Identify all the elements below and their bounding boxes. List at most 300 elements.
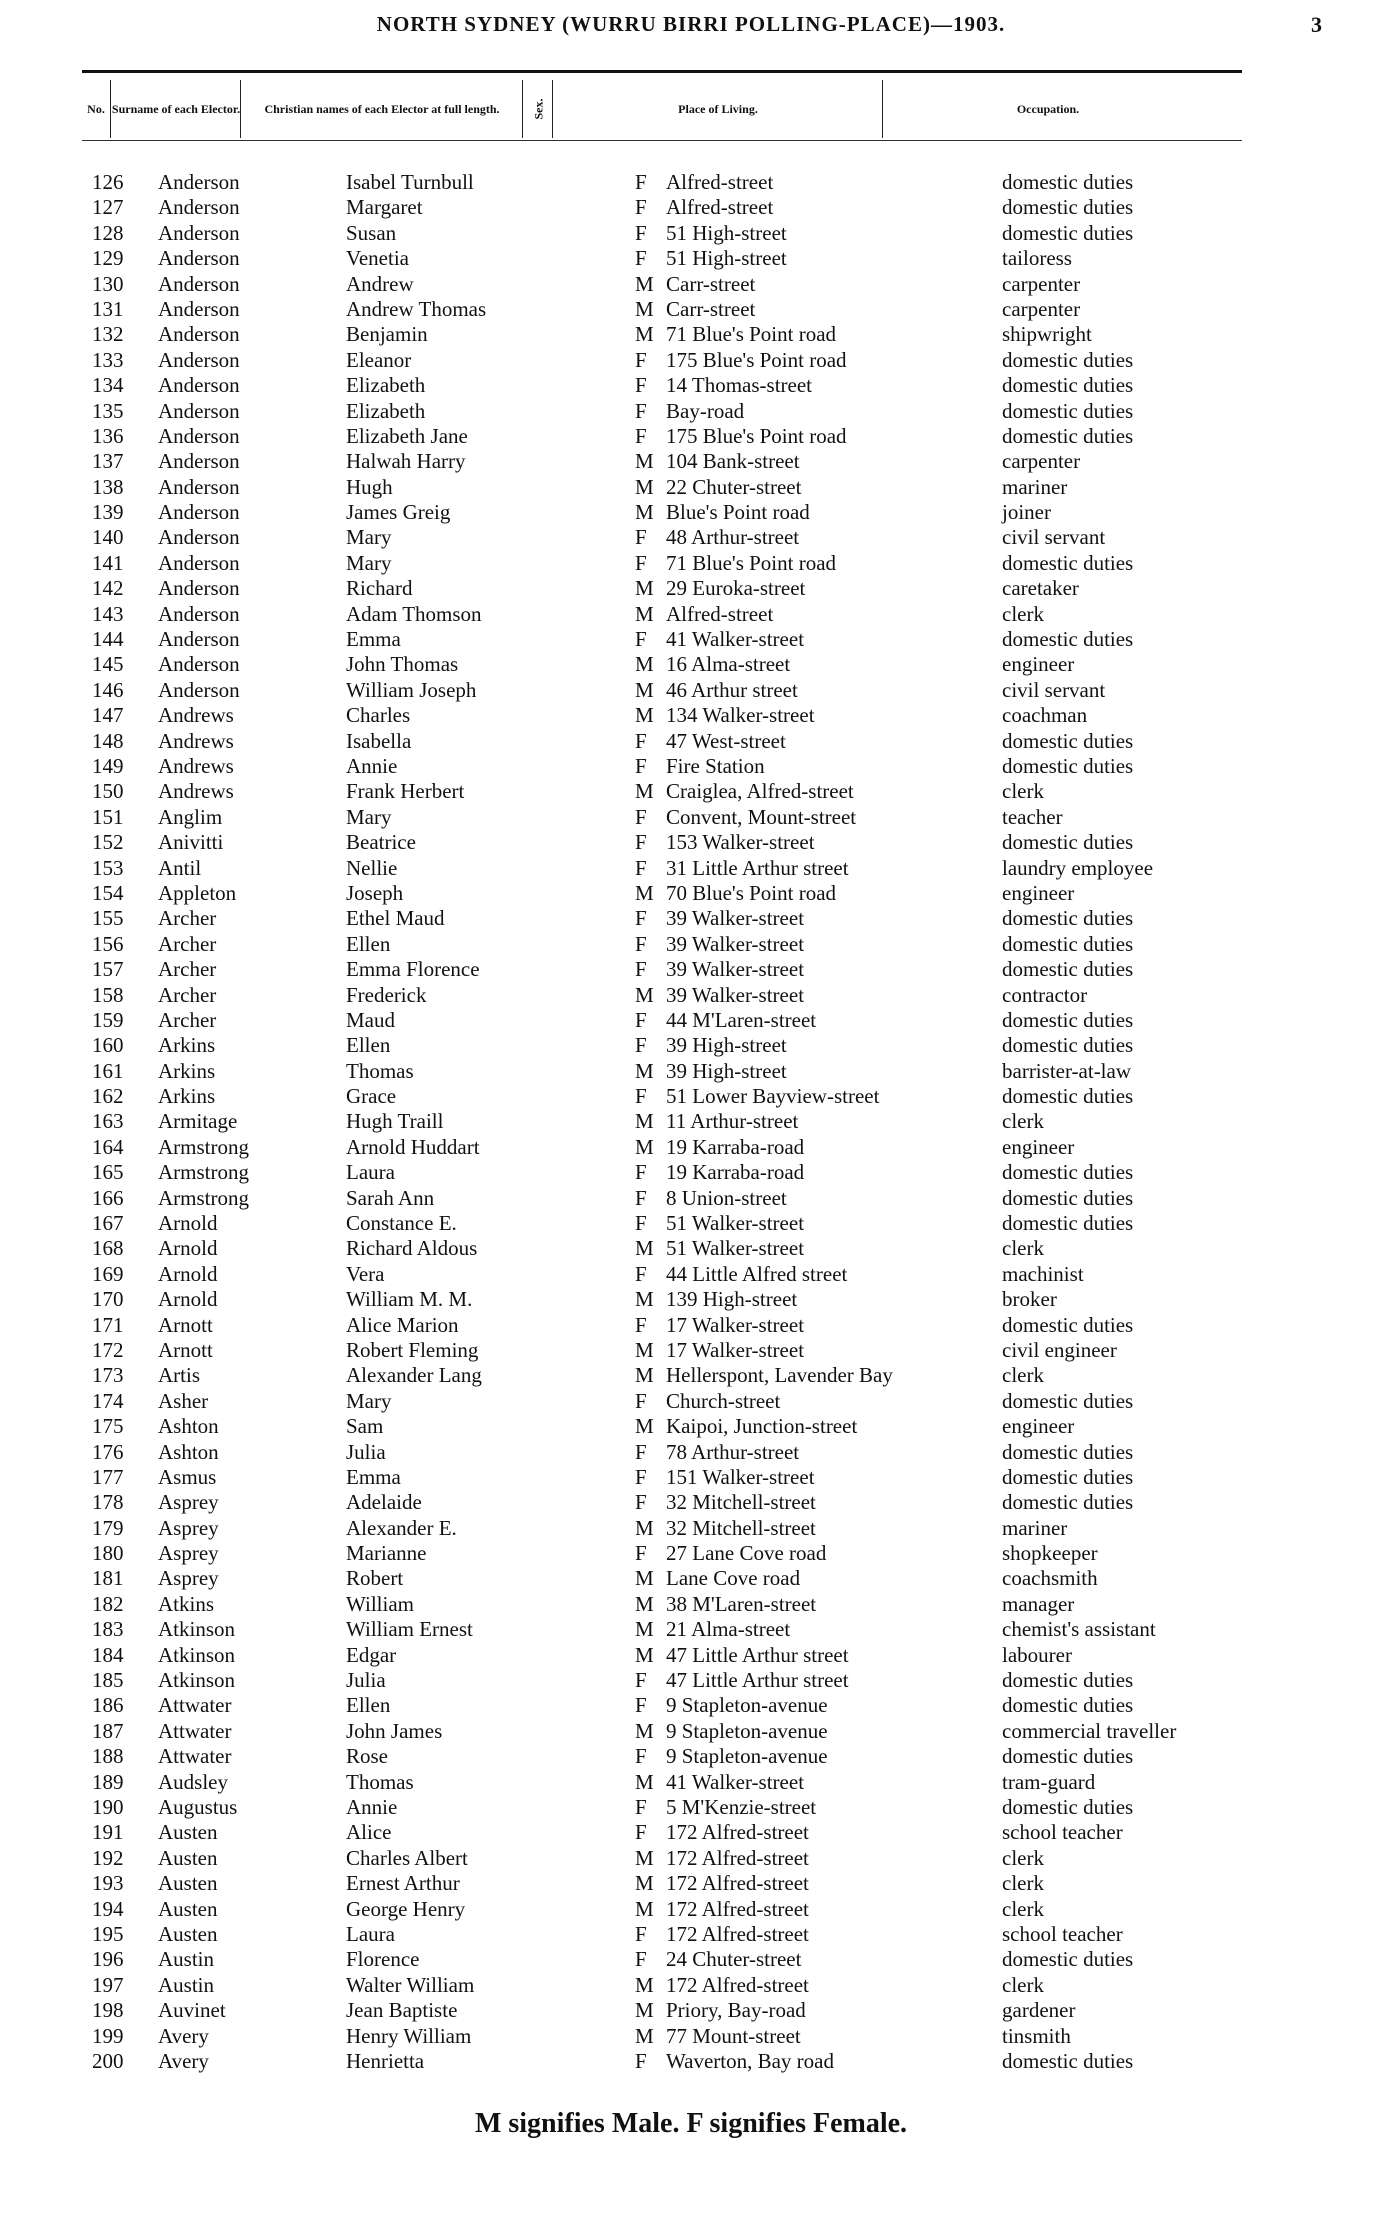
table-row — [0, 500, 1382, 525]
elector-christian-names: Richard Aldous — [346, 1236, 478, 1261]
elector-occupation: civil servant — [1002, 525, 1106, 550]
elector-place-of-living: 41 Walker-street — [666, 1769, 805, 1794]
elector-occupation: clerk — [1002, 601, 1044, 626]
table-row — [0, 1871, 1382, 1896]
table-row — [0, 1795, 1382, 1820]
elector-sex: F — [635, 1160, 647, 1185]
elector-number: 200 — [92, 2048, 124, 2073]
elector-number: 174 — [92, 1388, 124, 1413]
elector-christian-names: Mary — [346, 525, 392, 550]
table-row — [0, 1643, 1382, 1668]
elector-christian-names: Ethel Maud — [346, 906, 445, 931]
elector-occupation: civil servant — [1002, 677, 1106, 702]
elector-surname: Anderson — [158, 449, 240, 474]
elector-place-of-living: 134 Walker-street — [666, 703, 815, 728]
elector-number: 198 — [92, 1998, 124, 2023]
elector-place-of-living: 51 Walker-street — [666, 1211, 805, 1236]
table-row — [0, 1236, 1382, 1261]
elector-sex: M — [635, 576, 654, 601]
elector-christian-names: Thomas — [346, 1769, 414, 1794]
elector-occupation: clerk — [1002, 1236, 1044, 1261]
table-row — [0, 1338, 1382, 1363]
table-row — [0, 1516, 1382, 1541]
elector-surname: Anderson — [158, 296, 240, 321]
elector-sex: F — [635, 1795, 647, 1819]
elector-sex: M — [635, 1058, 654, 1083]
elector-number: 184 — [92, 1642, 124, 1667]
elector-surname: Archer — [158, 906, 217, 931]
elector-number: 164 — [92, 1134, 124, 1159]
elector-surname: Avery — [158, 2023, 209, 2048]
elector-christian-names: Alice Marion — [346, 1312, 459, 1337]
elector-place-of-living: 9 Stapleton-avenue — [666, 1693, 828, 1718]
elector-number: 143 — [92, 601, 124, 626]
elector-occupation: domestic duties — [1002, 373, 1134, 398]
elector-surname: Arkins — [158, 1058, 216, 1083]
elector-place-of-living: Craiglea, Alfred-street — [666, 779, 854, 804]
elector-place-of-living: 39 High-street — [666, 1058, 787, 1083]
elector-place-of-living: 27 Lane Cove road — [666, 1541, 827, 1566]
elector-occupation: coachsmith — [1002, 1566, 1098, 1591]
elector-place-of-living: 19 Karraba-road — [666, 1160, 805, 1185]
elector-surname: Asprey — [158, 1541, 219, 1566]
elector-occupation: domestic duties — [1002, 2048, 1134, 2073]
elector-surname: Arnott — [158, 1337, 213, 1362]
table-row — [0, 1947, 1382, 1972]
elector-surname: Austen — [158, 1921, 218, 1946]
elector-sex: M — [635, 1515, 654, 1540]
elector-christian-names: Maud — [346, 1007, 395, 1032]
elector-sex: M — [635, 2023, 654, 2048]
table-row — [0, 1744, 1382, 1769]
elector-christian-names: Annie — [346, 753, 398, 778]
elector-surname: Anderson — [158, 550, 240, 575]
elector-sex: M — [635, 1617, 654, 1642]
elector-occupation: domestic duties — [1002, 931, 1134, 956]
elector-surname: Arnold — [158, 1211, 218, 1236]
elector-occupation: domestic duties — [1002, 1084, 1134, 1109]
elector-surname: Andrews — [158, 779, 234, 804]
elector-surname: Archer — [158, 931, 217, 956]
elector-sex: M — [635, 652, 654, 677]
elector-place-of-living: Bay-road — [666, 398, 745, 423]
elector-place-of-living: 9 Stapleton-avenue — [666, 1718, 828, 1743]
elector-occupation: domestic duties — [1002, 753, 1134, 778]
elector-place-of-living: 151 Walker-street — [666, 1464, 815, 1489]
elector-surname: Arnott — [158, 1312, 213, 1337]
table-row — [0, 272, 1382, 297]
elector-sex: M — [635, 880, 654, 905]
elector-surname: Ashton — [158, 1439, 219, 1464]
elector-place-of-living: 47 Little Arthur street — [666, 1668, 849, 1693]
elector-occupation: domestic duties — [1002, 398, 1134, 423]
elector-christian-names: Nellie — [346, 855, 398, 880]
elector-surname: Attwater — [158, 1718, 232, 1743]
elector-surname: Austen — [158, 1896, 218, 1921]
table-row — [0, 195, 1382, 220]
elector-sex: M — [635, 296, 654, 321]
elector-place-of-living: Convent, Mount-street — [666, 804, 857, 829]
elector-christian-names: Julia — [346, 1439, 386, 1464]
elector-occupation: domestic duties — [1002, 1160, 1134, 1185]
elector-sex: M — [635, 474, 654, 499]
elector-number: 142 — [92, 576, 124, 601]
elector-number: 167 — [92, 1211, 124, 1236]
elector-surname: Avery — [158, 2048, 209, 2073]
elector-place-of-living: 51 Walker-street — [666, 1236, 805, 1261]
elector-surname: Armstrong — [158, 1185, 249, 1210]
elector-number: 189 — [92, 1769, 124, 1794]
elector-christian-names: Margaret — [346, 195, 423, 220]
elector-number: 166 — [92, 1185, 124, 1210]
elector-surname: Anderson — [158, 322, 240, 347]
elector-christian-names: Walter William — [346, 1972, 475, 1997]
elector-number: 130 — [92, 271, 124, 296]
elector-sex: F — [635, 1007, 647, 1032]
elector-occupation: domestic duties — [1002, 1033, 1134, 1058]
elector-number: 140 — [92, 525, 124, 550]
elector-surname: Arnold — [158, 1261, 218, 1286]
table-row — [0, 881, 1382, 906]
elector-number: 176 — [92, 1439, 124, 1464]
elector-surname: Anderson — [158, 246, 240, 271]
elector-number: 192 — [92, 1845, 124, 1870]
elector-place-of-living: 19 Karraba-road — [666, 1134, 805, 1159]
elector-number: 182 — [92, 1591, 124, 1616]
table-row — [0, 1973, 1382, 1998]
elector-number: 196 — [92, 1947, 124, 1972]
elector-sex: F — [635, 1744, 647, 1769]
elector-surname: Appleton — [158, 880, 237, 905]
table-row — [0, 1262, 1382, 1287]
table-row — [0, 170, 1382, 195]
elector-sex: F — [635, 1947, 647, 1972]
elector-christian-names: Elizabeth — [346, 373, 426, 398]
elector-place-of-living: 78 Arthur-street — [666, 1439, 800, 1464]
elector-sex: M — [635, 982, 654, 1007]
elector-sex: F — [635, 1541, 647, 1566]
elector-place-of-living: 47 Little Arthur street — [666, 1642, 849, 1667]
elector-occupation: clerk — [1002, 1896, 1044, 1921]
elector-number: 181 — [92, 1566, 124, 1591]
elector-sex: M — [635, 779, 654, 804]
elector-sex: M — [635, 500, 654, 525]
elector-christian-names: Annie — [346, 1795, 398, 1819]
elector-christian-names: Sam — [346, 1414, 384, 1439]
elector-christian-names: Edgar — [346, 1642, 397, 1667]
table-row — [0, 1617, 1382, 1642]
elector-sex: F — [635, 220, 647, 245]
elector-surname: Antil — [158, 855, 202, 880]
elector-number: 137 — [92, 449, 124, 474]
elector-christian-names: John Thomas — [346, 652, 459, 677]
table-row — [0, 449, 1382, 474]
elector-place-of-living: 44 M'Laren-street — [666, 1007, 817, 1032]
elector-christian-names: Isabel Turnbull — [346, 170, 474, 194]
elector-christian-names: Adelaide — [346, 1490, 422, 1515]
elector-number: 139 — [92, 500, 124, 525]
elector-number: 150 — [92, 779, 124, 804]
elector-place-of-living: 39 High-street — [666, 1033, 787, 1058]
elector-place-of-living: 39 Walker-street — [666, 906, 805, 931]
elector-place-of-living: Alfred-street — [666, 170, 774, 194]
elector-sex: M — [635, 1363, 654, 1388]
table-row — [0, 1211, 1382, 1236]
table-row — [0, 221, 1382, 246]
elector-occupation: domestic duties — [1002, 1439, 1134, 1464]
elector-sex: F — [635, 1211, 647, 1236]
elector-christian-names: Elizabeth Jane — [346, 423, 468, 448]
elector-number: 168 — [92, 1236, 124, 1261]
elector-occupation: carpenter — [1002, 449, 1081, 474]
elector-occupation: domestic duties — [1002, 1795, 1134, 1819]
table-row — [0, 1363, 1382, 1388]
elector-place-of-living: 17 Walker-street — [666, 1312, 805, 1337]
elector-sex: F — [635, 1668, 647, 1693]
elector-surname: Anderson — [158, 652, 240, 677]
elector-occupation: domestic duties — [1002, 1312, 1134, 1337]
elector-surname: Austin — [158, 1947, 215, 1972]
elector-occupation: domestic duties — [1002, 1947, 1134, 1972]
elector-sex: M — [635, 1109, 654, 1134]
table-row — [0, 678, 1382, 703]
elector-sex: F — [635, 804, 647, 829]
top-rule — [82, 70, 1242, 73]
elector-sex: F — [635, 627, 647, 652]
elector-occupation: clerk — [1002, 1109, 1044, 1134]
table-row — [0, 1109, 1382, 1134]
elector-christian-names: Ellen — [346, 1693, 391, 1718]
elector-place-of-living: 24 Chuter-street — [666, 1947, 802, 1972]
elector-occupation: engineer — [1002, 880, 1075, 905]
elector-place-of-living: 31 Little Arthur street — [666, 855, 849, 880]
elector-surname: Austen — [158, 1845, 218, 1870]
elector-sex: M — [635, 1871, 654, 1896]
elector-number: 169 — [92, 1261, 124, 1286]
table-row — [0, 246, 1382, 271]
elector-place-of-living: 153 Walker-street — [666, 830, 815, 855]
elector-surname: Anderson — [158, 677, 240, 702]
elector-christian-names: William M. M. — [346, 1287, 473, 1312]
sex-legend: M signifies Male. F signifies Female. — [474, 2108, 908, 2139]
elector-christian-names: Ernest Arthur — [346, 1871, 460, 1896]
elector-surname: Asher — [158, 1388, 209, 1413]
table-row — [0, 1313, 1382, 1338]
elector-place-of-living: 172 Alfred-street — [666, 1871, 809, 1896]
elector-occupation: carpenter — [1002, 271, 1081, 296]
elector-number: 187 — [92, 1718, 124, 1743]
elector-number: 160 — [92, 1033, 124, 1058]
elector-surname: Archer — [158, 982, 217, 1007]
elector-number: 159 — [92, 1007, 124, 1032]
elector-christian-names: Laura — [346, 1921, 395, 1946]
elector-place-of-living: 29 Euroka-street — [666, 576, 806, 601]
elector-number: 129 — [92, 246, 124, 271]
elector-place-of-living: 48 Arthur-street — [666, 525, 800, 550]
elector-sex: F — [635, 195, 647, 220]
elector-christian-names: Vera — [346, 1261, 385, 1286]
elector-surname: Asmus — [158, 1464, 217, 1489]
elector-place-of-living: 14 Thomas-street — [666, 373, 812, 398]
elector-place-of-living: 71 Blue's Point road — [666, 550, 837, 575]
elector-number: 180 — [92, 1541, 124, 1566]
elector-place-of-living: Hellerspont, Lavender Bay — [666, 1363, 893, 1388]
table-row — [0, 983, 1382, 1008]
elector-number: 157 — [92, 957, 124, 982]
elector-sex: F — [635, 1820, 647, 1845]
elector-place-of-living: Alfred-street — [666, 195, 774, 220]
table-row — [0, 1897, 1382, 1922]
elector-occupation: mariner — [1002, 1515, 1068, 1540]
elector-occupation: domestic duties — [1002, 1744, 1134, 1769]
elector-number: 190 — [92, 1795, 124, 1819]
elector-number: 151 — [92, 804, 124, 829]
elector-sex: F — [635, 1921, 647, 1946]
elector-place-of-living: 175 Blue's Point road — [666, 423, 847, 448]
elector-occupation: domestic duties — [1002, 423, 1134, 448]
elector-occupation: laundry employee — [1002, 855, 1154, 880]
elector-place-of-living: 51 High-street — [666, 246, 787, 271]
elector-place-of-living: 32 Mitchell-street — [666, 1515, 816, 1540]
elector-place-of-living: 51 High-street — [666, 220, 787, 245]
elector-sex: F — [635, 1185, 647, 1210]
elector-number: 132 — [92, 322, 124, 347]
elector-occupation: tram-guard — [1002, 1769, 1096, 1794]
elector-occupation: tailoress — [1002, 246, 1072, 271]
elector-sex: M — [635, 703, 654, 728]
elector-christian-names: Eleanor — [346, 347, 412, 372]
elector-occupation: machinist — [1002, 1261, 1084, 1286]
table-row — [0, 1820, 1382, 1845]
elector-place-of-living: Kaipoi, Junction-street — [666, 1414, 858, 1439]
elector-occupation: domestic duties — [1002, 1211, 1134, 1236]
elector-surname: Anderson — [158, 220, 240, 245]
elector-sex: M — [635, 601, 654, 626]
elector-surname: Anderson — [158, 347, 240, 372]
table-row — [0, 1693, 1382, 1718]
elector-number: 183 — [92, 1617, 124, 1642]
elector-christian-names: William — [346, 1591, 414, 1616]
elector-sex: M — [635, 1845, 654, 1870]
elector-surname: Austen — [158, 1871, 218, 1896]
elector-surname: Archer — [158, 1007, 217, 1032]
elector-surname: Arkins — [158, 1084, 216, 1109]
elector-surname: Armstrong — [158, 1160, 249, 1185]
elector-sex: F — [635, 855, 647, 880]
elector-place-of-living: 44 Little Alfred street — [666, 1261, 848, 1286]
header-sex-label: Sex. — [531, 98, 545, 120]
elector-christian-names: Andrew Thomas — [346, 296, 487, 321]
elector-christian-names: Benjamin — [346, 322, 428, 347]
elector-number: 199 — [92, 2023, 124, 2048]
elector-surname: Anderson — [158, 601, 240, 626]
header-christian-names: Christian names of each Elector at full length. — [240, 80, 523, 138]
elector-place-of-living: 51 Lower Bayview-street — [666, 1084, 880, 1109]
elector-place-of-living: 16 Alma-street — [666, 652, 791, 677]
table-row — [0, 1414, 1382, 1439]
elector-number: 156 — [92, 931, 124, 956]
elector-surname: Atkinson — [158, 1668, 236, 1693]
elector-sex: F — [635, 398, 647, 423]
elector-surname: Anderson — [158, 474, 240, 499]
table-row — [0, 2049, 1382, 2074]
elector-number: 144 — [92, 627, 124, 652]
elector-occupation: domestic duties — [1002, 1185, 1134, 1210]
elector-christian-names: Mary — [346, 1388, 392, 1413]
elector-number: 193 — [92, 1871, 124, 1896]
elector-place-of-living: Church-street — [666, 1388, 781, 1413]
elector-sex: F — [635, 423, 647, 448]
elector-sex: M — [635, 1337, 654, 1362]
header-sex — [522, 80, 553, 138]
elector-sex: F — [635, 1490, 647, 1515]
elector-christian-names: George Henry — [346, 1896, 466, 1921]
elector-christian-names: Thomas — [346, 1058, 414, 1083]
table-row — [0, 602, 1382, 627]
elector-place-of-living: 172 Alfred-street — [666, 1845, 809, 1870]
elector-christian-names: Susan — [346, 220, 397, 245]
elector-sex: M — [635, 1769, 654, 1794]
elector-number: 172 — [92, 1337, 124, 1362]
elector-surname: Anderson — [158, 271, 240, 296]
elector-occupation: domestic duties — [1002, 347, 1134, 372]
elector-sex: F — [635, 1388, 647, 1413]
elector-place-of-living: 172 Alfred-street — [666, 1820, 809, 1845]
elector-place-of-living: 46 Arthur street — [666, 677, 798, 702]
elector-sex: F — [635, 373, 647, 398]
elector-place-of-living: 17 Walker-street — [666, 1337, 805, 1362]
elector-number: 179 — [92, 1515, 124, 1540]
elector-sex: M — [635, 1134, 654, 1159]
elector-surname: Arnold — [158, 1236, 218, 1261]
elector-christian-names: Isabella — [346, 728, 412, 753]
elector-surname: Armitage — [158, 1109, 238, 1134]
elector-christian-names: Jean Baptiste — [346, 1998, 458, 2023]
elector-place-of-living: 41 Walker-street — [666, 627, 805, 652]
elector-christian-names: Robert — [346, 1566, 404, 1591]
elector-surname: Anderson — [158, 195, 240, 220]
elector-number: 197 — [92, 1972, 124, 1997]
table-row — [0, 399, 1382, 424]
elector-sex: M — [635, 1718, 654, 1743]
elector-occupation: engineer — [1002, 1414, 1075, 1439]
elector-sex: M — [635, 1236, 654, 1261]
elector-occupation: domestic duties — [1002, 627, 1134, 652]
elector-christian-names: Alexander Lang — [346, 1363, 482, 1388]
elector-number: 163 — [92, 1109, 124, 1134]
elector-occupation: shopkeeper — [1002, 1541, 1098, 1566]
elector-sex: M — [635, 449, 654, 474]
header-place-of-living: Place of Living. — [552, 80, 883, 138]
table-row — [0, 576, 1382, 601]
elector-christian-names: Andrew — [346, 271, 414, 296]
elector-occupation: domestic duties — [1002, 550, 1134, 575]
elector-sex: M — [635, 271, 654, 296]
elector-sex: F — [635, 931, 647, 956]
table-row — [0, 1846, 1382, 1871]
elector-number: 127 — [92, 195, 124, 220]
table-row — [0, 1033, 1382, 1058]
header-rule — [82, 140, 1242, 141]
table-row — [0, 1770, 1382, 1795]
elector-occupation: domestic duties — [1002, 170, 1134, 194]
elector-christian-names: James Greig — [346, 500, 451, 525]
elector-sex: F — [635, 957, 647, 982]
elector-place-of-living: Carr-street — [666, 296, 756, 321]
elector-christian-names: Adam Thomson — [346, 601, 482, 626]
elector-christian-names: Ellen — [346, 1033, 391, 1058]
elector-number: 161 — [92, 1058, 124, 1083]
